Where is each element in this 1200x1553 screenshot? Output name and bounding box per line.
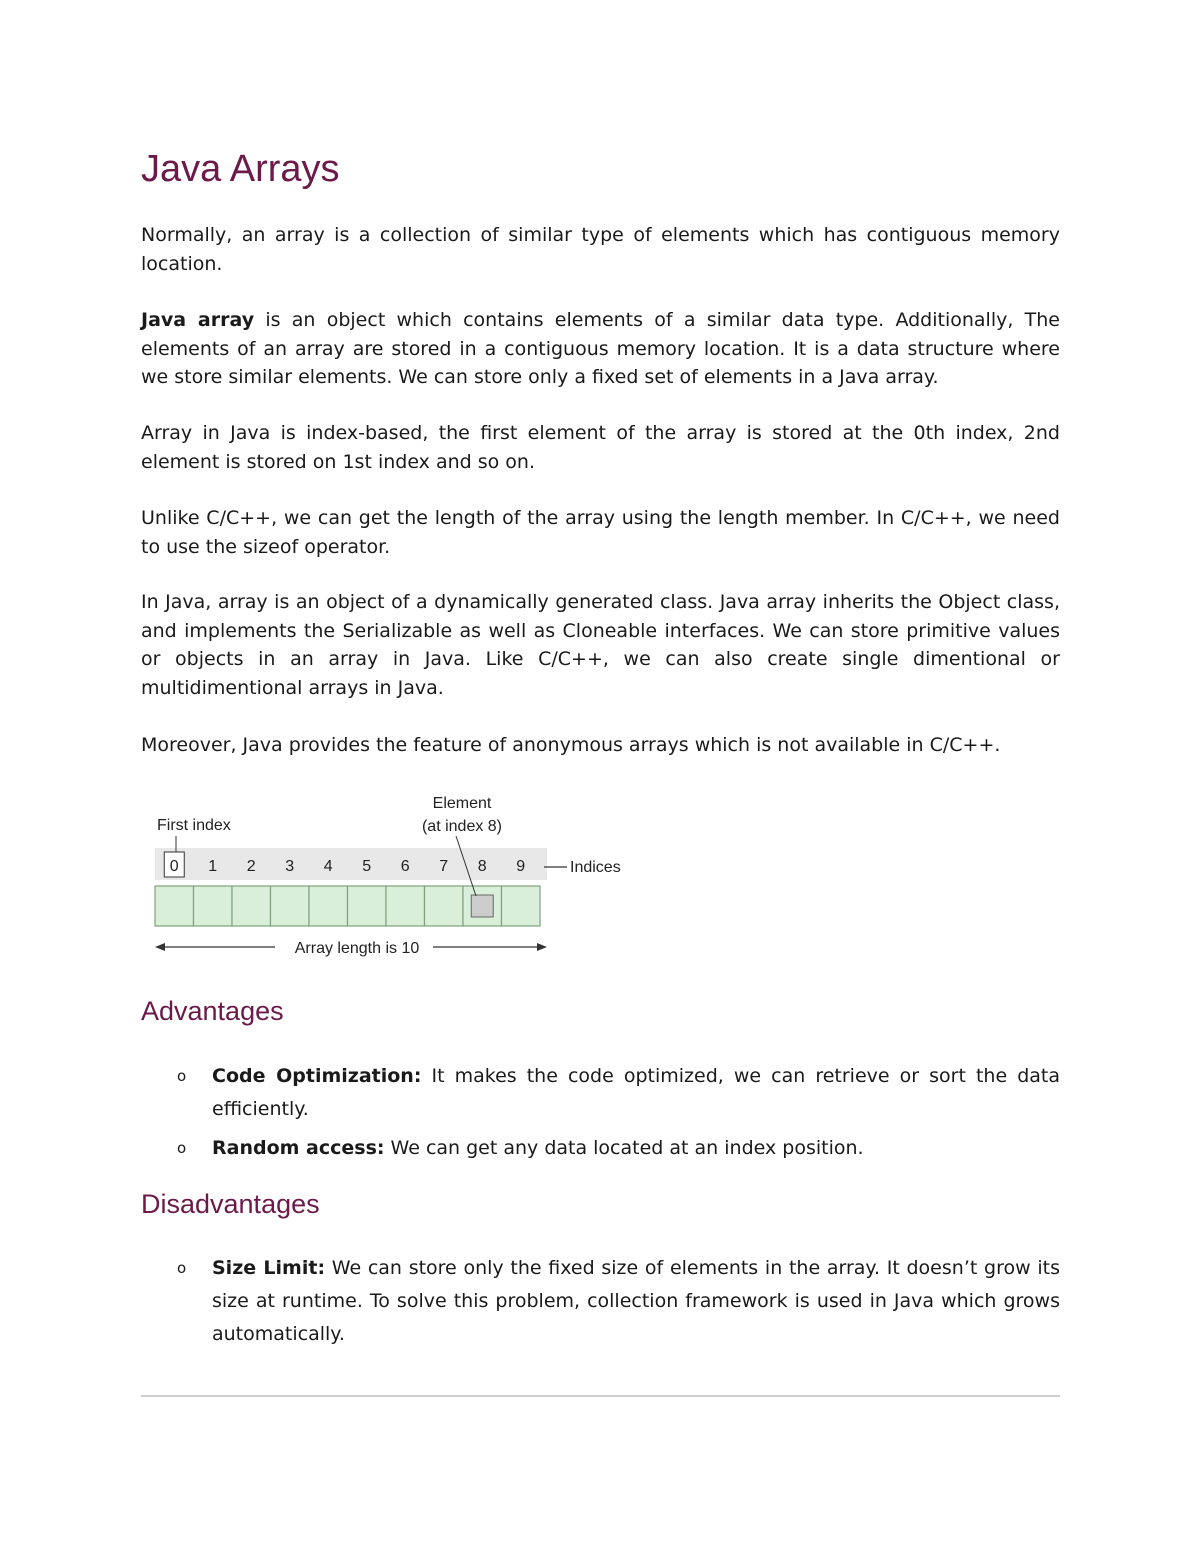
- bullet-icon: o: [177, 1139, 187, 1157]
- bullet-icon: o: [177, 1067, 187, 1085]
- array-cell-0: [155, 886, 194, 926]
- paragraph-anonymous: Moreover, Java provides the feature of anonymous arrays which is not available in C/C++.: [141, 734, 1001, 756]
- length-arrowhead-right: [537, 943, 547, 951]
- element-label-line1: Element: [432, 795, 492, 812]
- array-cell-3: [271, 886, 310, 926]
- cells-group: [155, 886, 540, 926]
- list-item: [141, 1252, 1060, 1351]
- paragraph-java-array: [141, 306, 1060, 392]
- java-array-definition: is an object which contains elements of a similar data type. Additionally, The elements of an array are stored in a contiguous memory location. It is a data structure where we store similar elements. We can store only a fixed set of elements in a Java array.: [141, 309, 1060, 388]
- disadvantages-list: [141, 1252, 1060, 1357]
- array-cell-9: [502, 886, 541, 926]
- array-cell-6: [386, 886, 425, 926]
- list-item: [141, 1132, 1060, 1165]
- index-label-4: 4: [323, 858, 333, 875]
- advantage-term: Random access:: [212, 1137, 385, 1159]
- bullet-icon: o: [177, 1259, 187, 1277]
- disadvantage-term: Size Limit:: [212, 1257, 326, 1279]
- array-length-label: Array length is 10: [294, 940, 420, 957]
- java-array-term: Java array: [141, 309, 255, 331]
- disadvantage-text: We can store only the fixed size of elements in the array. It doesn’t grow its size at runtime. To solve this problem, collection framework is used in Java which grows automatically.: [212, 1257, 1060, 1345]
- array-cell-5: [348, 886, 387, 926]
- index-label-0: 0: [169, 858, 179, 875]
- index-label-6: 6: [400, 858, 410, 875]
- index-label-1: 1: [208, 858, 218, 875]
- advantages-list: [141, 1060, 1060, 1171]
- paragraph-intro: Normally, an array is a collection of similar type of elements which has contiguous memory location.: [141, 224, 1060, 275]
- list-item: [141, 1060, 1060, 1126]
- index-label-9: 9: [516, 858, 526, 875]
- advantages-heading: Advantages: [141, 996, 284, 1026]
- array-diagram-svg: [149, 788, 649, 963]
- array-cell-7: [425, 886, 464, 926]
- advantage-term: Code Optimization:: [212, 1065, 422, 1087]
- index-label-5: 5: [362, 858, 372, 875]
- page-title: Java Arrays: [141, 148, 340, 190]
- paragraph-index-based: Array in Java is index-based, the first element of the array is stored at the 0th index, 2nd element is stored on 1st index and so on.: [141, 422, 1060, 473]
- array-cell-2: [232, 886, 271, 926]
- index-label-8: 8: [477, 858, 487, 875]
- highlighted-element: [471, 895, 493, 917]
- length-arrowhead-left: [155, 943, 165, 951]
- footer-divider: [141, 1395, 1060, 1397]
- array-diagram: [149, 788, 649, 963]
- array-cell-4: [309, 886, 348, 926]
- advantage-text: It makes the code optimized, we can retrieve or sort the data efficiently.: [212, 1065, 1060, 1120]
- first-index-label: First index: [157, 817, 231, 834]
- indices-label: Indices: [570, 859, 621, 876]
- paragraph-length: Unlike C/C++, we can get the length of the array using the length member. In C/C++, we need to use the sizeof operator.: [141, 507, 1060, 558]
- array-cell-1: [194, 886, 233, 926]
- index-label-2: 2: [246, 858, 256, 875]
- element-label-line2: (at index 8): [421, 818, 503, 835]
- advantage-text: We can get any data located at an index position.: [384, 1137, 864, 1159]
- disadvantages-heading: Disadvantages: [141, 1189, 320, 1219]
- index-label-3: 3: [285, 858, 295, 875]
- index-label-7: 7: [439, 858, 449, 875]
- paragraph-object-class: In Java, array is an object of a dynamically generated class. Java array inherits the Object class, and implements the Serializable as well as Cloneable interfaces. We can store primitive values or objects in an array in Java. Like C/C++, we can also create single dimentional or multidimentional arrays in Java.: [141, 591, 1060, 699]
